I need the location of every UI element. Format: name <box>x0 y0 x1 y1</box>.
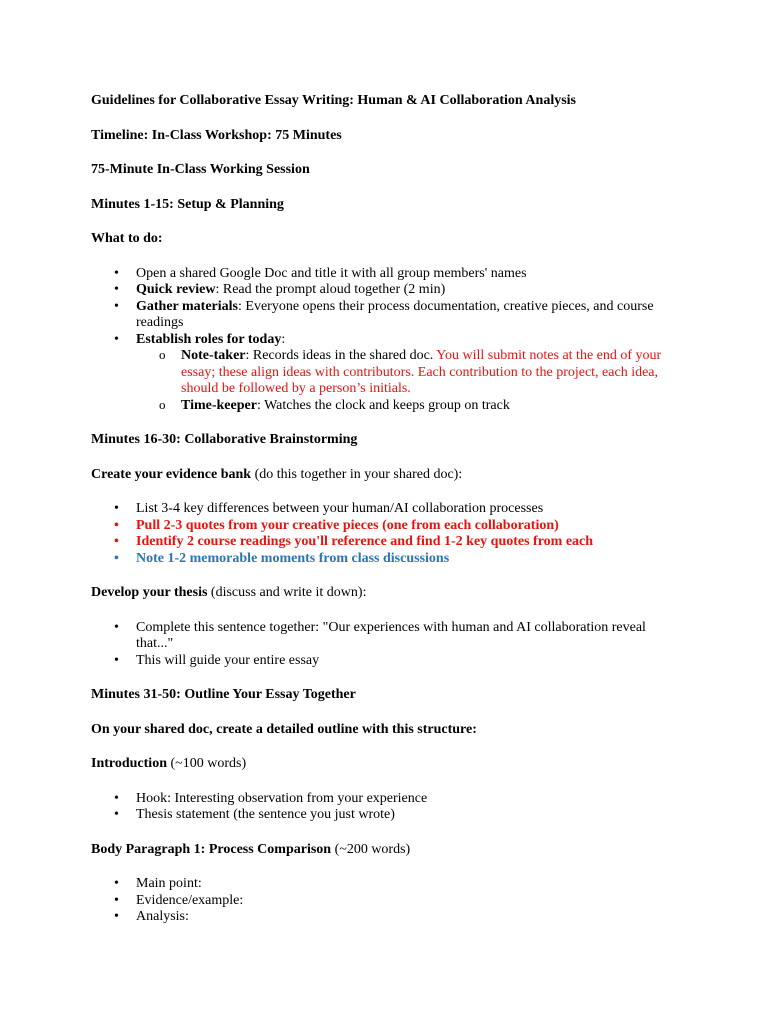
role-description: : Watches the clock and keeps group on track <box>256 397 510 413</box>
list-item <box>114 501 671 518</box>
bullet-icon: • <box>114 876 119 891</box>
list-item-text: : <box>281 331 286 347</box>
body-paragraph-1-rest: (~200 words) <box>331 841 411 857</box>
list-item <box>114 331 671 415</box>
introduction-bold: Introduction <box>91 756 167 771</box>
list-item <box>114 790 671 808</box>
list-item <box>114 265 671 283</box>
section3-heading: Minutes 31-50: Outline Your Essay Together <box>91 687 356 702</box>
list-item-text: Pull 2-3 quotes from your creative pieces (one from each collaboration) <box>136 517 559 533</box>
list-item-text: Main point: <box>136 876 202 891</box>
list-item <box>114 892 671 910</box>
bullet-icon: • <box>114 501 119 516</box>
bullet-icon: • <box>114 282 119 297</box>
evidence-bank-label: Create your evidence bank <box>91 466 252 482</box>
list-item <box>114 652 671 670</box>
evidence-bank-intro <box>91 467 671 484</box>
list-item-text: Thesis statement (the sentence you just wrote) <box>136 807 395 822</box>
list-item-text: Complete this sentence together: "Our experiences with human and AI collaboration reveal that..." <box>136 619 646 651</box>
bullet-icon: • <box>114 534 119 549</box>
list-item-text: List 3-4 key differences between your human/AI collaboration processes <box>136 501 544 516</box>
list-item <box>114 517 671 535</box>
list-item <box>114 807 671 824</box>
role-name: Note-taker <box>181 348 246 363</box>
list-item-bold: Gather materials <box>136 298 238 314</box>
bullet-icon: • <box>114 892 119 908</box>
list-item-bold: Establish roles for today <box>136 331 282 347</box>
document-title: Guidelines for Collaborative Essay Writing: Human & AI Collaboration Analysis <box>91 93 577 108</box>
body-paragraph-1-bold: Body Paragraph 1: Process Comparison <box>91 841 332 857</box>
role-description: : Records ideas in the shared doc. <box>245 348 437 363</box>
thesis-rest: (discuss and write it down): <box>207 585 367 600</box>
list-item-text: Note 1-2 memorable moments from class discussions <box>136 550 450 566</box>
bullet-icon: • <box>114 807 119 822</box>
list-item-text: Evidence/example: <box>136 892 244 908</box>
list-item-bold: Quick review <box>136 282 216 297</box>
list-item <box>114 619 671 653</box>
list-item-text: Analysis: <box>136 909 189 924</box>
list-item-text: Identify 2 course readings you'll reference and find 1-2 key quotes from each <box>136 534 594 549</box>
list-item <box>114 550 671 568</box>
list-item <box>114 909 671 926</box>
bullet-icon: • <box>114 331 119 347</box>
role-note-red: You will submit notes at the end of your essay; these align ideas with contributors. Each contribution to the project, each idea, should be followed by a person’s initials. <box>181 348 662 396</box>
list-item <box>114 298 671 332</box>
bullet-icon: • <box>114 550 119 566</box>
body-paragraph-1-label <box>91 842 671 859</box>
role-name: Time-keeper <box>181 397 257 413</box>
setup-list <box>91 266 671 415</box>
sub-bullet-icon: o <box>159 347 166 362</box>
section2-heading: Minutes 16-30: Collaborative Brainstorming <box>91 432 358 447</box>
bullet-icon: • <box>114 909 119 924</box>
list-item-text: This will guide your entire essay <box>136 652 320 668</box>
introduction-label <box>91 756 671 773</box>
what-to-do-heading: What to do: <box>91 231 163 246</box>
bullet-icon: • <box>114 517 119 533</box>
timeline-heading: Timeline: In-Class Workshop: 75 Minutes <box>91 127 342 143</box>
list-item-text: : Everyone opens their process documentation, creative pieces, and course readings <box>136 298 654 330</box>
list-item-text: : Read the prompt aloud together (2 min) <box>215 282 446 297</box>
role-item-time-keeper <box>159 396 671 415</box>
document-page <box>91 93 671 944</box>
thesis-list <box>91 620 671 670</box>
introduction-list <box>91 791 671 824</box>
section1-heading: Minutes 1-15: Setup & Planning <box>91 196 284 212</box>
list-item <box>114 534 671 551</box>
thesis-intro <box>91 585 671 602</box>
session-heading: 75-Minute In-Class Working Session <box>91 162 310 177</box>
list-item <box>114 876 671 893</box>
introduction-rest: (~100 words) <box>166 756 247 771</box>
evidence-bank-rest: (do this together in your shared doc): <box>251 466 463 482</box>
bullet-icon: • <box>114 298 119 314</box>
body-paragraph-1-list <box>91 876 671 926</box>
bullet-icon: • <box>114 790 119 806</box>
list-item <box>114 282 671 299</box>
bullet-icon: • <box>114 265 119 281</box>
outline-instruction: On your shared doc, create a detailed outline with this structure: <box>91 721 477 737</box>
thesis-label: Develop your thesis <box>91 585 208 600</box>
evidence-list <box>91 501 671 567</box>
bullet-icon: • <box>114 652 119 668</box>
role-item-note-taker <box>159 347 671 398</box>
sub-bullet-icon: o <box>159 396 166 412</box>
bullet-icon: • <box>114 619 119 635</box>
list-item-text: Open a shared Google Doc and title it with all group members' names <box>136 265 527 281</box>
list-item-text: Hook: Interesting observation from your experience <box>136 790 428 806</box>
roles-list <box>136 348 671 414</box>
